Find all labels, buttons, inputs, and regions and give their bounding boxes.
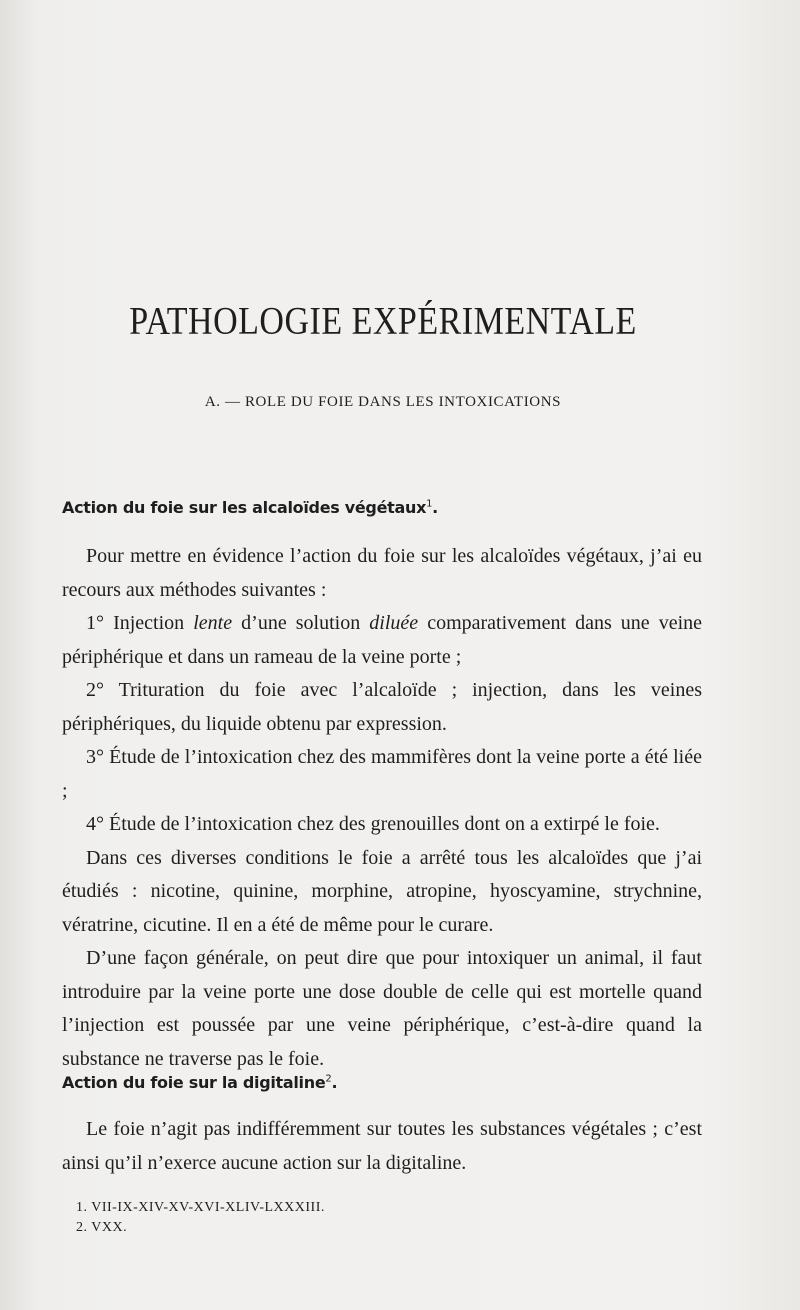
section-heading-digitaline (62, 1073, 337, 1092)
page-title: PATHOLOGIE EXPÉRIMENTALE (129, 300, 637, 343)
list-item-4: 4° Étude de l’intoxication chez des grenouilles dont on a extirpé le foie. (86, 813, 660, 835)
list-item-2: 2° Trituration du foie avec l’alcaloïde ; injection, dans les veines périphériques, du liquide obtenu par expression. (62, 679, 702, 735)
heading-period: . (432, 498, 438, 517)
item-emphasis-lente: lente (193, 612, 233, 634)
footnotes (76, 1198, 325, 1238)
paragraph-digitaline: Le foie n’agit pas indifféremment sur toutes les substances végétales ; c’est ainsi qu’il n’exerce aucune action sur la digitaline. (62, 1118, 702, 1174)
item-text: Injection (113, 612, 185, 634)
footnote-1: 1. VII-IX-XIV-XV-XVI-XLIV-LXXXIII. (76, 1200, 325, 1215)
section-subtitle: A. — ROLE DU FOIE DANS LES INTOXICATIONS (204, 394, 562, 410)
list-item-3: 3° Étude de l’intoxication chez des mammifères dont la veine porte a été liée ; (62, 746, 702, 802)
item-text: comparativement dans une veine périphérique et dans un rameau de la veine porte ; (62, 612, 703, 668)
footnote-ref: 2 (325, 1073, 332, 1085)
paragraph-conditions: Dans ces diverses conditions le foie a arrêté tous les alcaloïdes que j’ai étudiés : nicotine, quinine, morphine, atropine, hyoscyamine, strychnine, vératrine, cicutine. Il en a été de même pour le curare. (62, 846, 702, 936)
paragraph-general: D’une façon générale, on peut dire que pour intoxiquer un animal, il faut introduire par la veine porte une dose double de celle qui est mortelle quand l’injection est poussée par une veine périphérique, c’est-à-dire quand la substance ne traverse pas le foie. (62, 947, 702, 1070)
section2-body (62, 1113, 702, 1180)
list-item-1 (62, 607, 702, 674)
heading-text: Action du foie sur la digitaline (62, 1073, 326, 1092)
heading-text: Action du foie sur les alcaloïdes végétaux (62, 498, 427, 517)
paragraph-intro: Pour mettre en évidence l’action du foie sur les alcaloïdes végétaux, j’ai eu recours aux méthodes suivantes : (62, 545, 702, 601)
heading-period: . (331, 1073, 338, 1092)
footnote-ref: 1 (426, 498, 433, 510)
section-heading-alcaloides (62, 498, 438, 517)
item-emphasis-diluee: diluée (369, 612, 419, 634)
item-text: d’une solution (241, 612, 361, 634)
section1-body (62, 540, 702, 1076)
footnote-2: 2. VXX. (76, 1220, 128, 1235)
item-number: 1° (86, 612, 104, 634)
